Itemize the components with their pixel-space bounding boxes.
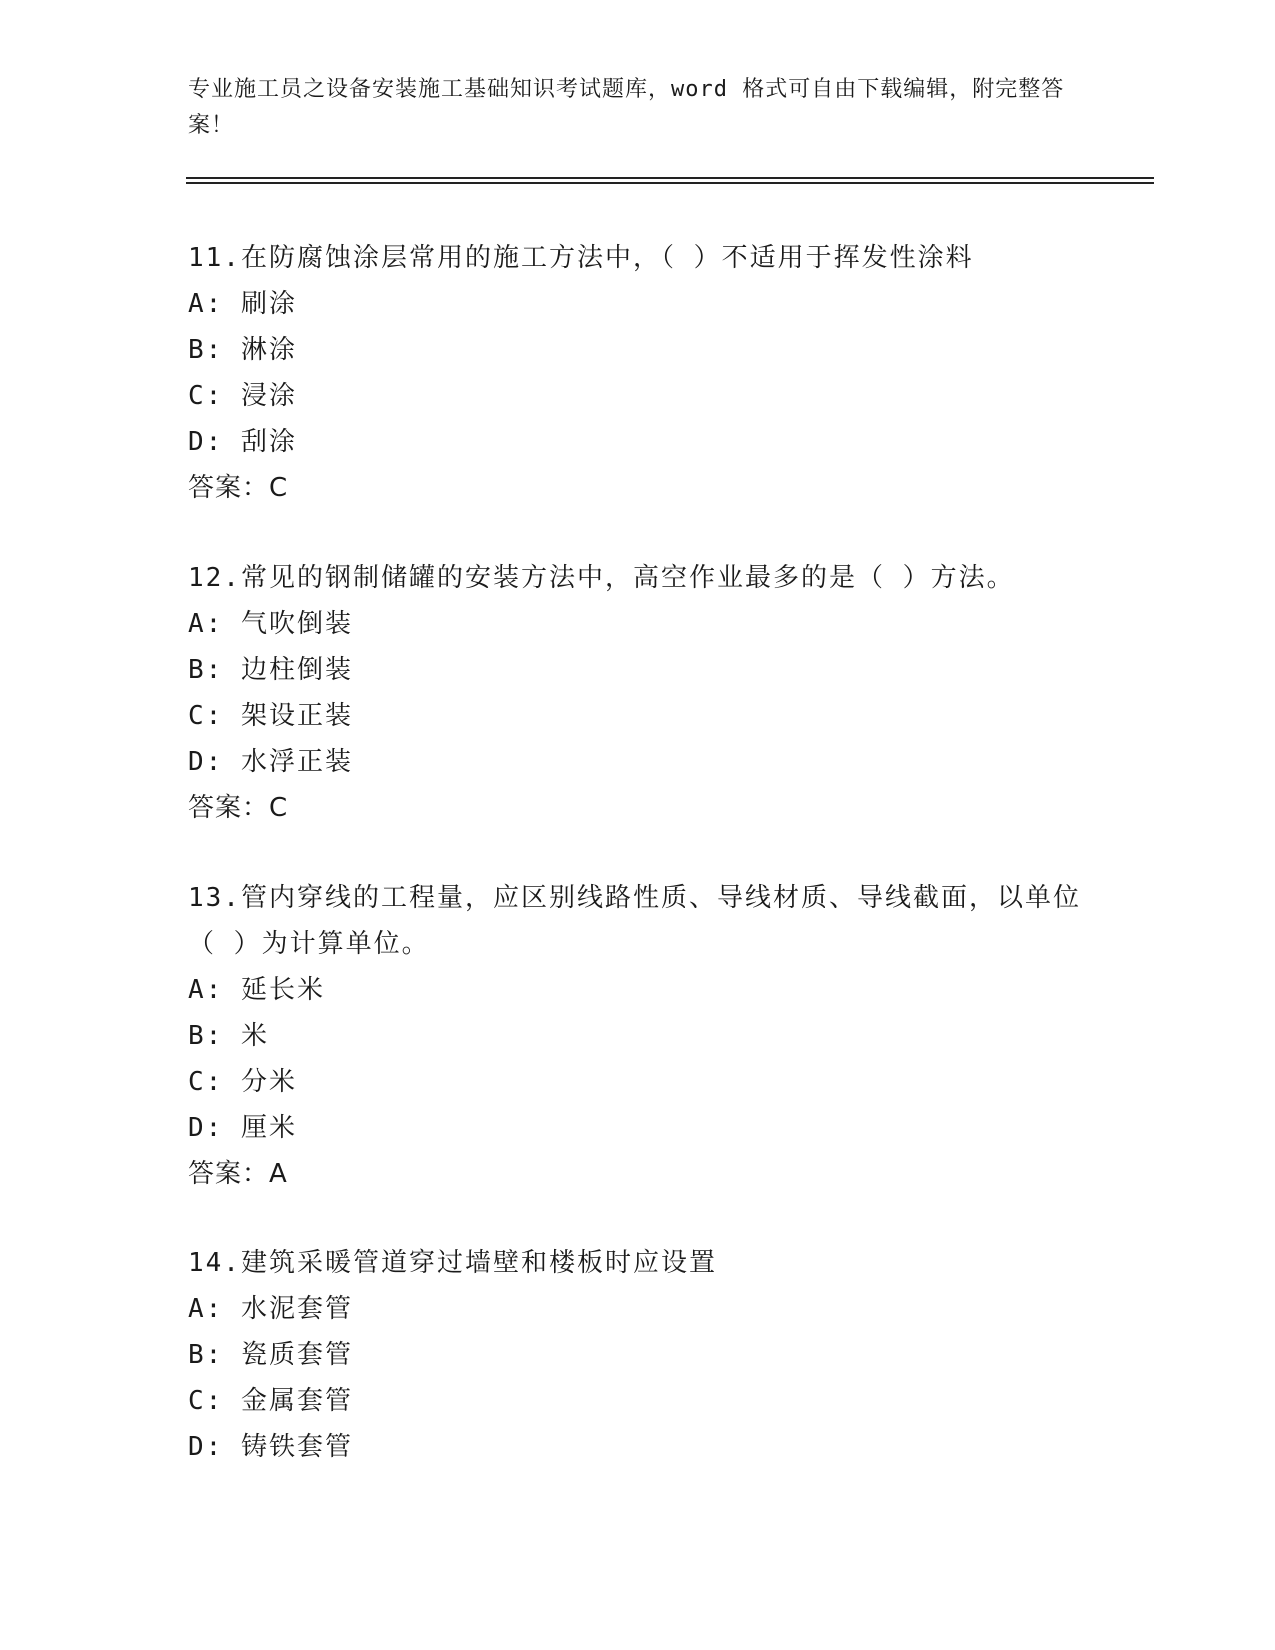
document-header: 专业施工员之设备安装施工基础知识考试题库，word 格式可自由下载编辑，附完整答案！ — [188, 77, 1065, 138]
option-c: C: 分米 — [188, 1067, 297, 1097]
question-stem: 11.在防腐蚀涂层常用的施工方法中，（ ）不适用于挥发性涂料 — [188, 243, 974, 273]
option-d: D: 铸铁套管 — [188, 1432, 353, 1462]
answer-line: 答案：C — [188, 473, 289, 503]
question-11 — [188, 235, 1088, 511]
question-stem: 14.建筑采暖管道穿过墙壁和楼板时应设置 — [188, 1248, 717, 1278]
option-b: B: 瓷质套管 — [188, 1340, 353, 1370]
option-c: C: 浸涂 — [188, 381, 297, 411]
option-d: D: 刮涂 — [188, 427, 297, 457]
option-b: B: 米 — [188, 1021, 269, 1051]
option-c: C: 金属套管 — [188, 1386, 353, 1416]
option-a: A: 延长米 — [188, 975, 325, 1005]
option-b: B: 淋涂 — [188, 335, 297, 365]
option-d: D: 水浮正装 — [188, 747, 353, 777]
option-b: B: 边柱倒装 — [188, 655, 353, 685]
option-a: A: 气吹倒装 — [188, 609, 353, 639]
question-12 — [188, 555, 1088, 831]
option-c: C: 架设正装 — [188, 701, 353, 731]
question-13 — [188, 875, 1088, 1197]
question-stem: 13.管内穿线的工程量，应区别线路性质、导线材质、导线截面，以单位（ ）为计算单位。 — [188, 883, 1081, 959]
option-a: A: 水泥套管 — [188, 1294, 353, 1324]
option-a: A: 刷涂 — [188, 289, 297, 319]
answer-line: 答案：C — [188, 793, 289, 823]
question-stem: 12.常见的钢制储罐的安装方法中，高空作业最多的是（ ）方法。 — [188, 563, 1015, 593]
option-d: D: 厘米 — [188, 1113, 297, 1143]
question-14 — [188, 1240, 1088, 1470]
header-divider-bottom — [186, 182, 1154, 184]
answer-line: 答案：A — [188, 1159, 288, 1189]
header-divider-top — [186, 177, 1154, 179]
